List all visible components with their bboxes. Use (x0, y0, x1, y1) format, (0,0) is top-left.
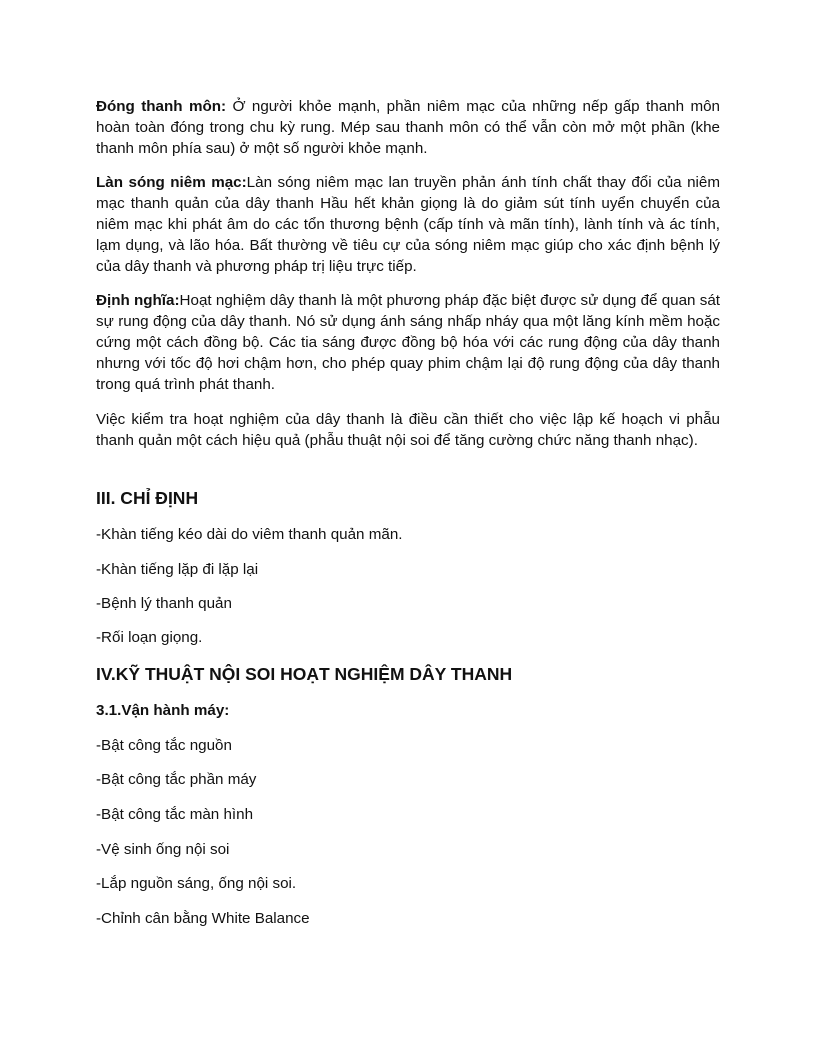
indication-item: -Khàn tiếng kéo dài do viêm thanh quản mãn. (96, 526, 403, 543)
indication-item: -Rối loạn giọng. (96, 629, 203, 646)
step-item: -Bật công tắc phần máy (96, 771, 257, 788)
step-item: -Chỉnh cân bằng White Balance (96, 910, 310, 927)
step-item: -Lắp nguồn sáng, ống nội soi. (96, 875, 297, 892)
indication-item: -Bệnh lý thanh quản (96, 595, 232, 612)
section-heading-technique: IV.KỸ THUẬT NỘI SOI HOẠT NGHIỆM DÂY THANH (96, 664, 513, 684)
text-mucosal-wave: Làn sóng niêm mạc lan truyền phản ánh tính chất thay đổi của niêm mạc thanh quản của dây thanh Hầu hết khản giọng là do giảm sút tính uyển chuyển của niêm mạc khi phát âm do các tổn thương bệnh (cấp tính và mãn tính), lành tính và ác tính, lạm dụng, và lão hóa. Bất thường về tiêu cự của sóng niêm mạc giúp cho xác định bệnh lý của dây thanh và phương pháp trị liệu trực tiếp. (96, 174, 720, 275)
text-definition: Hoạt nghiệm dây thanh là một phương pháp đặc biệt được sử dụng để quan sát sự rung động của dây thanh. Nó sử dụng ánh sáng nhấp nháy qua một lăng kính mềm hoặc cứng một cách đồng bộ. Các tia sáng được đồng bộ hóa với các rung động của dây thanh nhưng với tốc độ hơi chậm hơn, cho phép quay phim chậm lại độ rung động của dây thanh trong quá trình phát thanh. (96, 292, 720, 393)
paragraph-definition (96, 290, 720, 395)
step-item: -Vệ sinh ống nội soi (96, 841, 230, 858)
step-item: -Bật công tắc màn hình (96, 806, 254, 823)
subsection-heading-operation: 3.1.Vận hành máy: (96, 702, 230, 719)
step-item: -Bật công tắc nguồn (96, 737, 232, 754)
text-glottal-closure: Ở người khỏe mạnh, phần niêm mạc của những nếp gấp thanh môn hoàn toàn đóng trong chu kỳ rung. Mép sau thanh môn có thể vẫn còn mở một phần (khe thanh môn phía sau) ở một số người khỏe mạnh. (96, 98, 720, 157)
paragraph-mucosal-wave (96, 172, 720, 277)
text-exam-note: Việc kiểm tra hoạt nghiệm của dây thanh là điều cần thiết cho việc lập kế hoạch vi phẫu thanh quản một cách hiệu quả (phẫu thuật nội soi để tăng cường chức năng thanh nhạc). (96, 411, 720, 449)
paragraph-exam-note (96, 409, 720, 451)
section-heading-indications: III. CHỈ ĐỊNH (96, 488, 199, 508)
term-definition: Định nghĩa: (96, 292, 180, 309)
term-glottal-closure: Đóng thanh môn: (96, 98, 227, 115)
paragraph-glottal-closure (96, 96, 720, 159)
indication-item: -Khàn tiếng lặp đi lặp lại (96, 561, 259, 578)
term-mucosal-wave: Làn sóng niêm mạc: (96, 174, 247, 191)
